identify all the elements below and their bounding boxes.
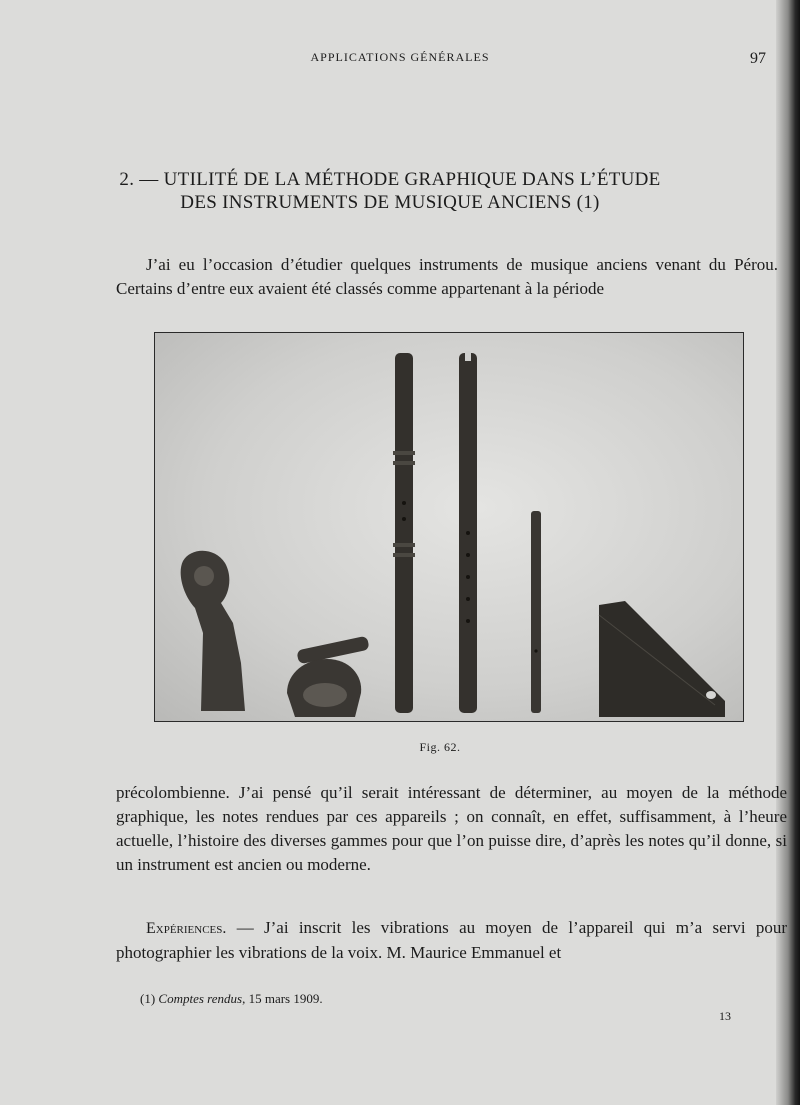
paragraph-body: précolombienne. J’ai pensé qu’il serait intéressant de déterminer, au moyen de la méthode graphique, les notes rendues par ces appareils ; on connaît, en effet, suffisamment, à l’heure actuelle, l’histoire des diverses gammes pour que l’on puisse dire, d’après les notes qu’il donne, si un instrument est ancien ou moderne. xyxy=(116,783,787,874)
figure-62-photograph xyxy=(154,332,744,722)
ceramic-whistle xyxy=(287,636,370,717)
experiences-lead: Expériences. xyxy=(146,920,227,937)
footnote-journal: Comptes rendus xyxy=(158,991,243,1006)
footnote-date: , 15 mars 1909. xyxy=(242,991,323,1006)
paragraph-intro: J’ai eu l’occasion d’étudier quelques instruments de musique anciens venant du Pérou. Certains d’entre eux avaient été classés comme appartenant à la période xyxy=(116,255,778,298)
panpipe-triangle xyxy=(599,601,725,717)
section-title-line-2: DES INSTRUMENTS DE MUSIQUE ANCIENS (1) xyxy=(180,192,600,213)
instruments-illustration xyxy=(155,333,743,721)
ceramic-figure xyxy=(181,551,245,711)
flute-1 xyxy=(393,353,415,713)
section-title xyxy=(100,168,680,214)
section-title-line-1: 2. — UTILITÉ DE LA MÉTHODE GRAPHIQUE DANS L’ÉTUDE xyxy=(119,169,661,190)
running-head: APPLICATIONS GÉNÉRALES xyxy=(310,50,490,64)
footnote xyxy=(140,991,323,1007)
footnote-number: (1) xyxy=(140,991,156,1006)
figure-caption: Fig. 62. xyxy=(419,740,461,754)
page-number: 97 xyxy=(750,50,766,67)
paragraph-experiences xyxy=(116,916,787,965)
experiences-text: — J’ai inscrit les vibrations au moyen de l’appareil qui m’a servi pour photographier les vibrations de la voix. M. Maurice Emmanuel et xyxy=(116,918,787,962)
flute-3 xyxy=(531,511,541,713)
signature-mark: 13 xyxy=(719,1009,731,1023)
flute-2 xyxy=(459,351,477,713)
